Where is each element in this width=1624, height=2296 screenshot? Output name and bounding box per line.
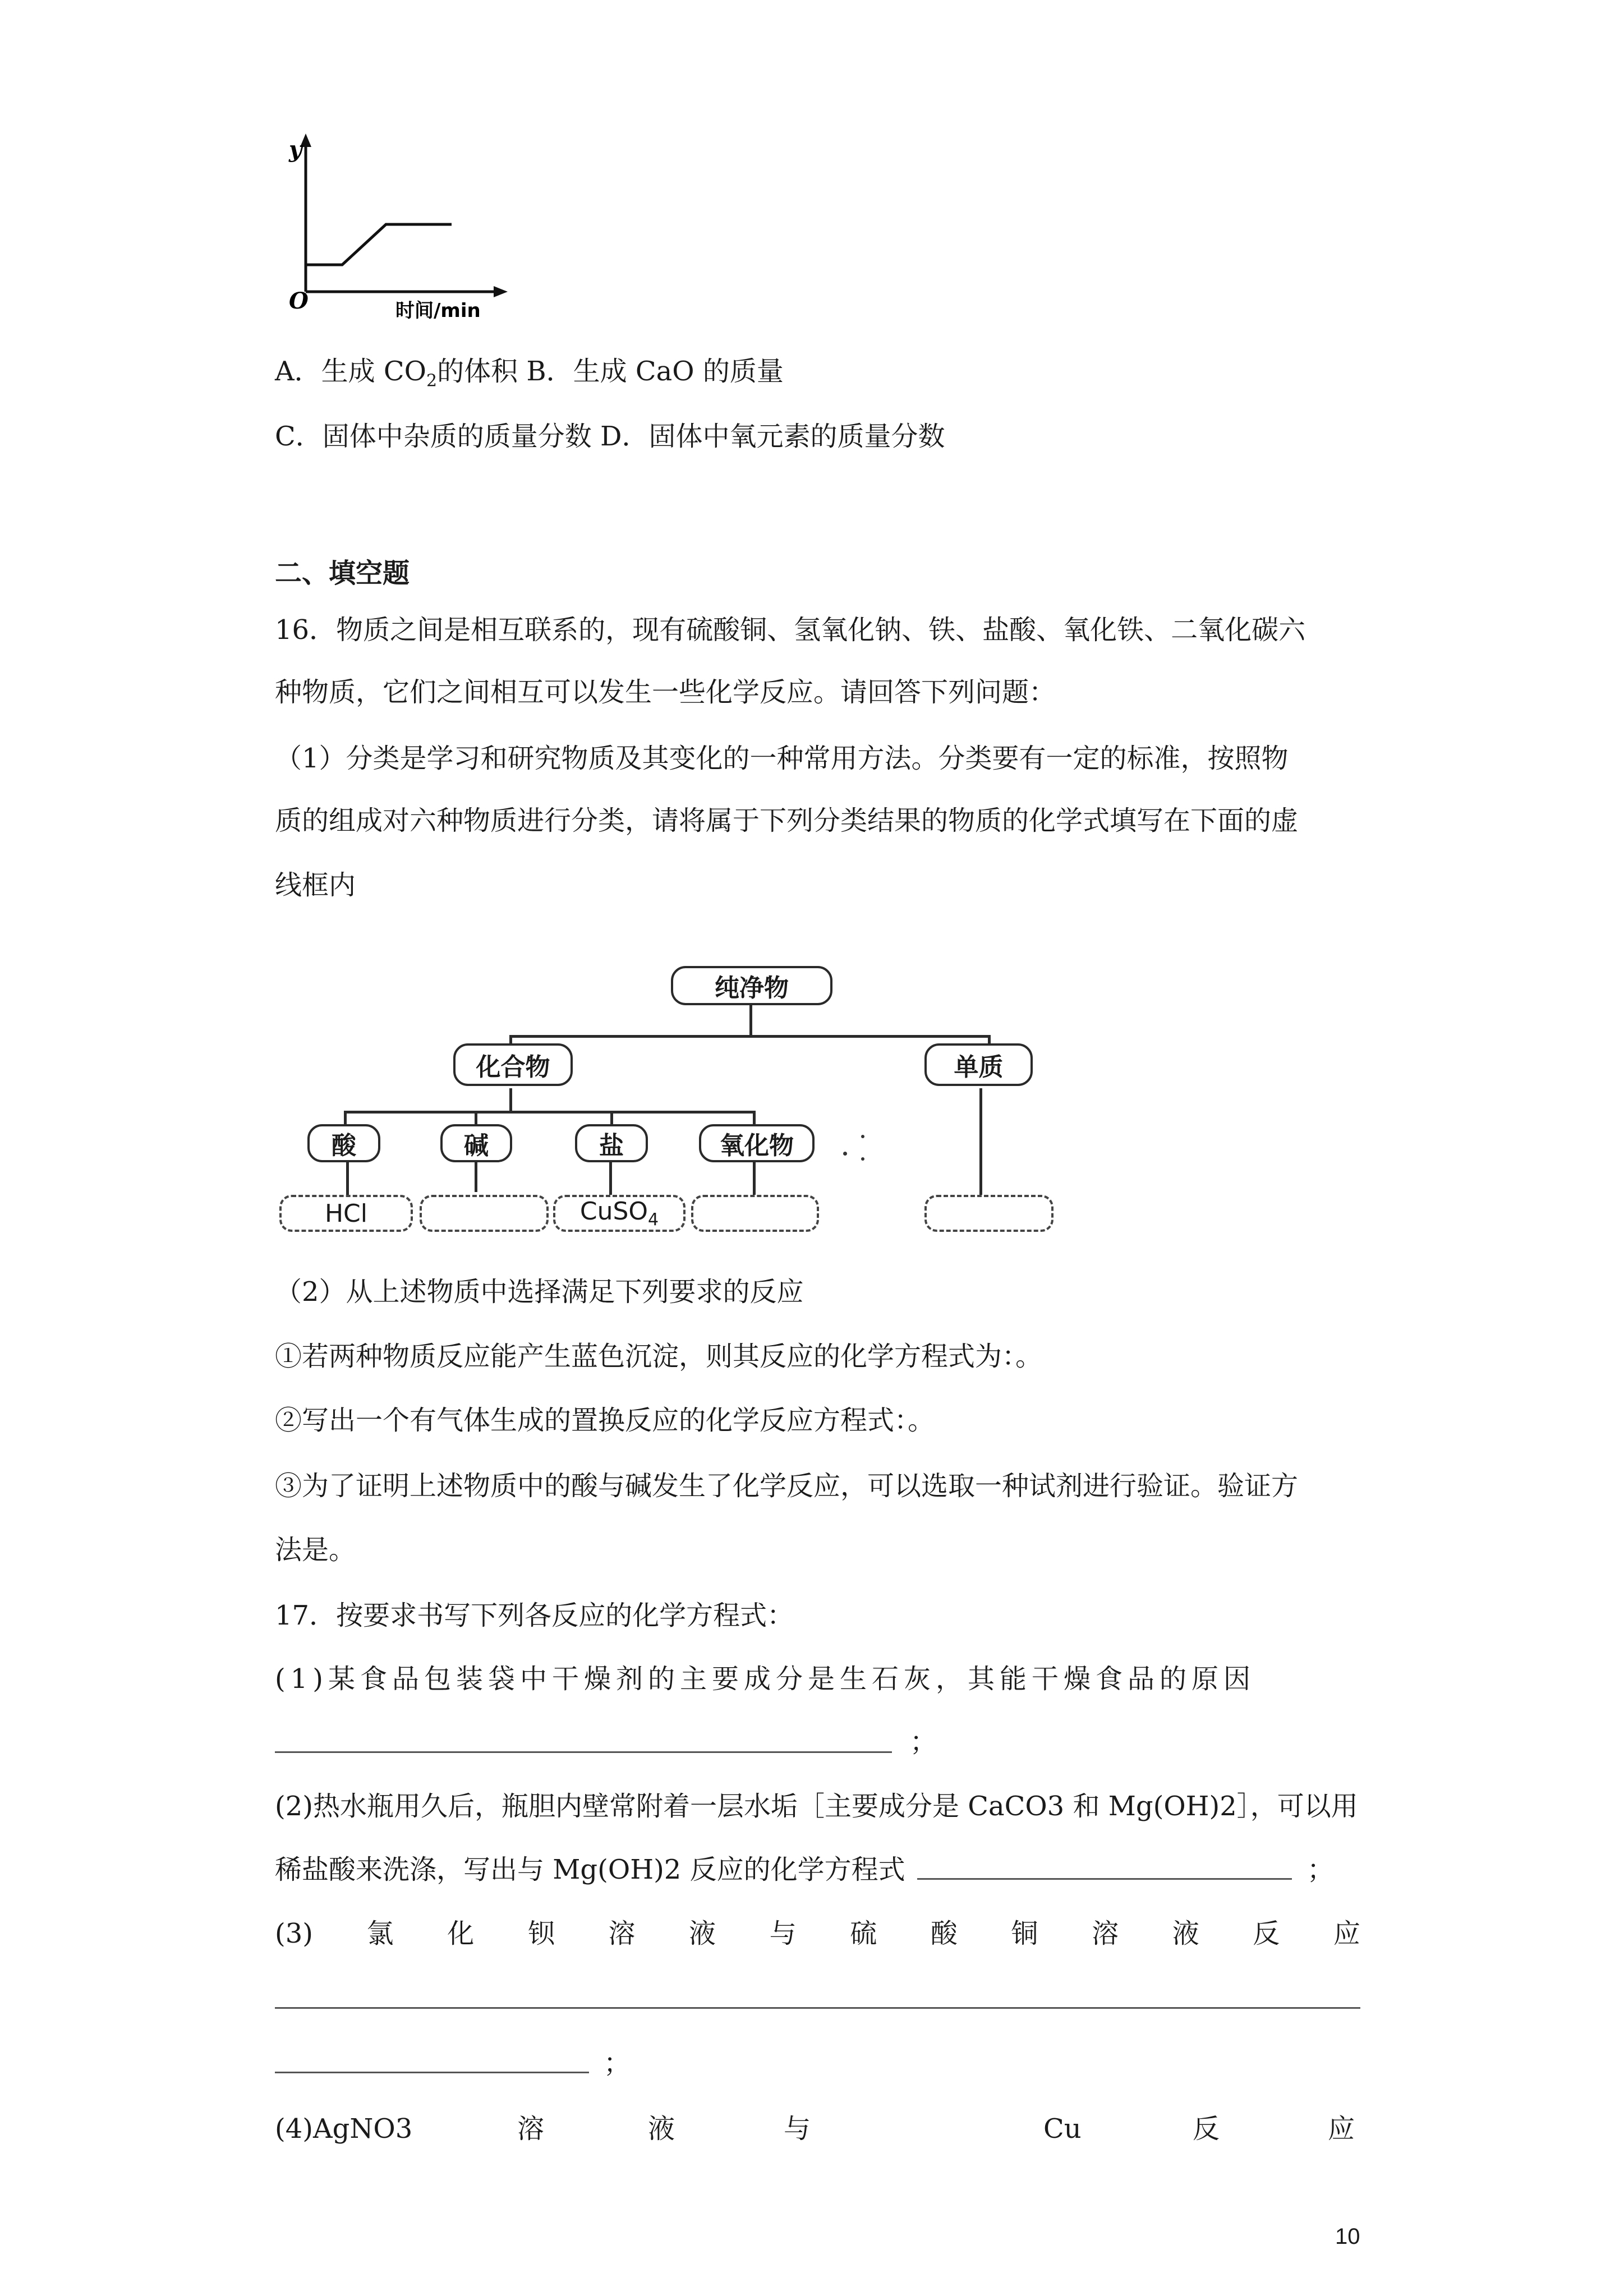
q16-stem-line-2: 种物质，它们之间相互可以发生一些化学反应。请回答下列问题： bbox=[275, 677, 1056, 708]
x-axis-label: 时间/min bbox=[395, 300, 481, 322]
q16-part2-title: （2）从上述物质中选择满足下列要求的反应 bbox=[275, 1276, 804, 1308]
answer-box-oxide bbox=[691, 1195, 819, 1232]
word: 溶 bbox=[608, 1918, 636, 1949]
connector bbox=[475, 1158, 477, 1192]
connector bbox=[753, 1158, 756, 1195]
word: 液 bbox=[648, 2113, 675, 2145]
answer-box-element bbox=[924, 1195, 1053, 1232]
connector bbox=[509, 1035, 991, 1038]
connector bbox=[609, 1158, 612, 1195]
answer-blank[interactable] bbox=[917, 1878, 1292, 1880]
q16-part2-item-2: ②写出一个有气体生成的置换反应的化学反应方程式：。 bbox=[275, 1405, 935, 1436]
q17-part2-line-1: (2)热水瓶用久后，瓶胆内壁常附着一层水垢［主要成分是 CaCO3 和 Mg(OH)2］，可以用 bbox=[275, 1791, 1358, 1822]
node-element: 单质 bbox=[924, 1043, 1033, 1086]
option-a-text: A．生成 CO bbox=[275, 356, 427, 387]
node-acid: 酸 bbox=[307, 1124, 380, 1162]
origin-label: O bbox=[289, 288, 309, 314]
q17-part2-end: ； bbox=[1307, 1854, 1335, 1885]
word: 钡 bbox=[527, 1918, 555, 1949]
word: 酸 bbox=[930, 1918, 958, 1949]
q16-part1-line-2: 质的组成对六种物质进行分类，请将属于下列分类结果的物质的化学式填写在下面的虚 bbox=[275, 805, 1299, 836]
q16-part2-item-1: ①若两种物质反应能产生蓝色沉淀，则其反应的化学方程式为：。 bbox=[275, 1341, 1043, 1372]
word: 溶 bbox=[1092, 1918, 1119, 1949]
q17-stem: 17．按要求书写下列各反应的化学方程式： bbox=[275, 1600, 794, 1631]
word: 液 bbox=[689, 1918, 716, 1949]
q16-stem-line-1: 16．物质之间是相互联系的，现有硫酸铜、氢氧化钠、铁、盐酸、氧化铁、二氧化碳六 bbox=[275, 614, 1306, 646]
word: 液 bbox=[1172, 1918, 1199, 1949]
q16-part2-item-3-line-2: 法是。 bbox=[275, 1534, 356, 1566]
word: (4)AgNO3 bbox=[275, 2113, 413, 2145]
co2-subscript: 2 bbox=[426, 371, 438, 391]
q16-part1-line-3: 线框内 bbox=[275, 869, 356, 901]
answer-blank[interactable] bbox=[275, 2007, 1360, 2009]
y-axis-label: y bbox=[289, 136, 302, 163]
word: 反 bbox=[1193, 2113, 1220, 2145]
q16-part1-line-1: （1）分类是学习和研究物质及其变化的一种常用方法。分类要有一定的标准，按照物 bbox=[275, 743, 1289, 774]
connector bbox=[979, 1088, 982, 1195]
node-oxide: 氧化物 bbox=[699, 1124, 815, 1162]
answer-blank[interactable] bbox=[275, 2072, 589, 2073]
stray-dot bbox=[861, 1135, 864, 1138]
word: 与 bbox=[784, 2113, 811, 2145]
node-base: 碱 bbox=[440, 1124, 512, 1162]
q17-part3-line bbox=[275, 1917, 1360, 1950]
salt-formula-subscript: 4 bbox=[648, 1209, 659, 1230]
node-compound: 化合物 bbox=[453, 1043, 573, 1086]
answer-box-acid bbox=[279, 1195, 413, 1232]
acid-answer-text: HCl bbox=[324, 1199, 368, 1228]
answer-box-base bbox=[420, 1195, 549, 1232]
word: 溶 bbox=[517, 2113, 545, 2145]
word: 氯 bbox=[366, 1918, 394, 1949]
salt-answer-text bbox=[580, 1197, 659, 1230]
q17-part1-line-1: (1)某食品包装袋中干燥剂的主要成分是生石灰，其能干燥食品的原因 bbox=[275, 1663, 1255, 1695]
connector bbox=[346, 1158, 349, 1195]
connector bbox=[344, 1111, 756, 1114]
word: 与 bbox=[769, 1918, 797, 1949]
salt-formula: CuSO bbox=[579, 1197, 648, 1226]
word: 硫 bbox=[850, 1918, 877, 1949]
word: 化 bbox=[447, 1918, 475, 1949]
q17-part4-line bbox=[275, 2112, 1360, 2146]
page-number: 10 bbox=[1335, 2224, 1360, 2249]
answer-box-salt bbox=[553, 1195, 686, 1232]
stray-dot bbox=[861, 1157, 864, 1161]
word: 应 bbox=[1333, 1918, 1360, 1949]
q16-part2-item-3-line-1: ③为了证明上述物质中的酸与碱发生了化学反应，可以选取一种试剂进行验证。验证方 bbox=[275, 1470, 1299, 1502]
q15-option-line-2: C．固体中杂质的质量分数 D．固体中氧元素的质量分数 bbox=[275, 421, 945, 452]
word: 铜 bbox=[1011, 1918, 1038, 1949]
word: (3) bbox=[275, 1918, 313, 1949]
q17-part3-end: ； bbox=[604, 2047, 631, 2079]
stray-dot bbox=[843, 1152, 847, 1156]
connector bbox=[749, 1001, 752, 1036]
word: 应 bbox=[1328, 2113, 1355, 2145]
node-salt: 盐 bbox=[575, 1124, 648, 1162]
option-ab-text: 的体积 B．生成 CaO 的质量 bbox=[437, 356, 784, 387]
word: Cu bbox=[1043, 2113, 1082, 2145]
q17-part2-line-2: 稀盐酸来洗涤，写出与 Mg(OH)2 反应的化学方程式 bbox=[275, 1854, 905, 1885]
q17-part1-end: ； bbox=[910, 1726, 937, 1757]
word: 反 bbox=[1253, 1918, 1280, 1949]
connector bbox=[509, 1088, 512, 1112]
section-title: 二、填空题 bbox=[275, 558, 410, 589]
node-pure-substance: 纯净物 bbox=[671, 966, 832, 1005]
answer-blank[interactable] bbox=[275, 1751, 892, 1753]
